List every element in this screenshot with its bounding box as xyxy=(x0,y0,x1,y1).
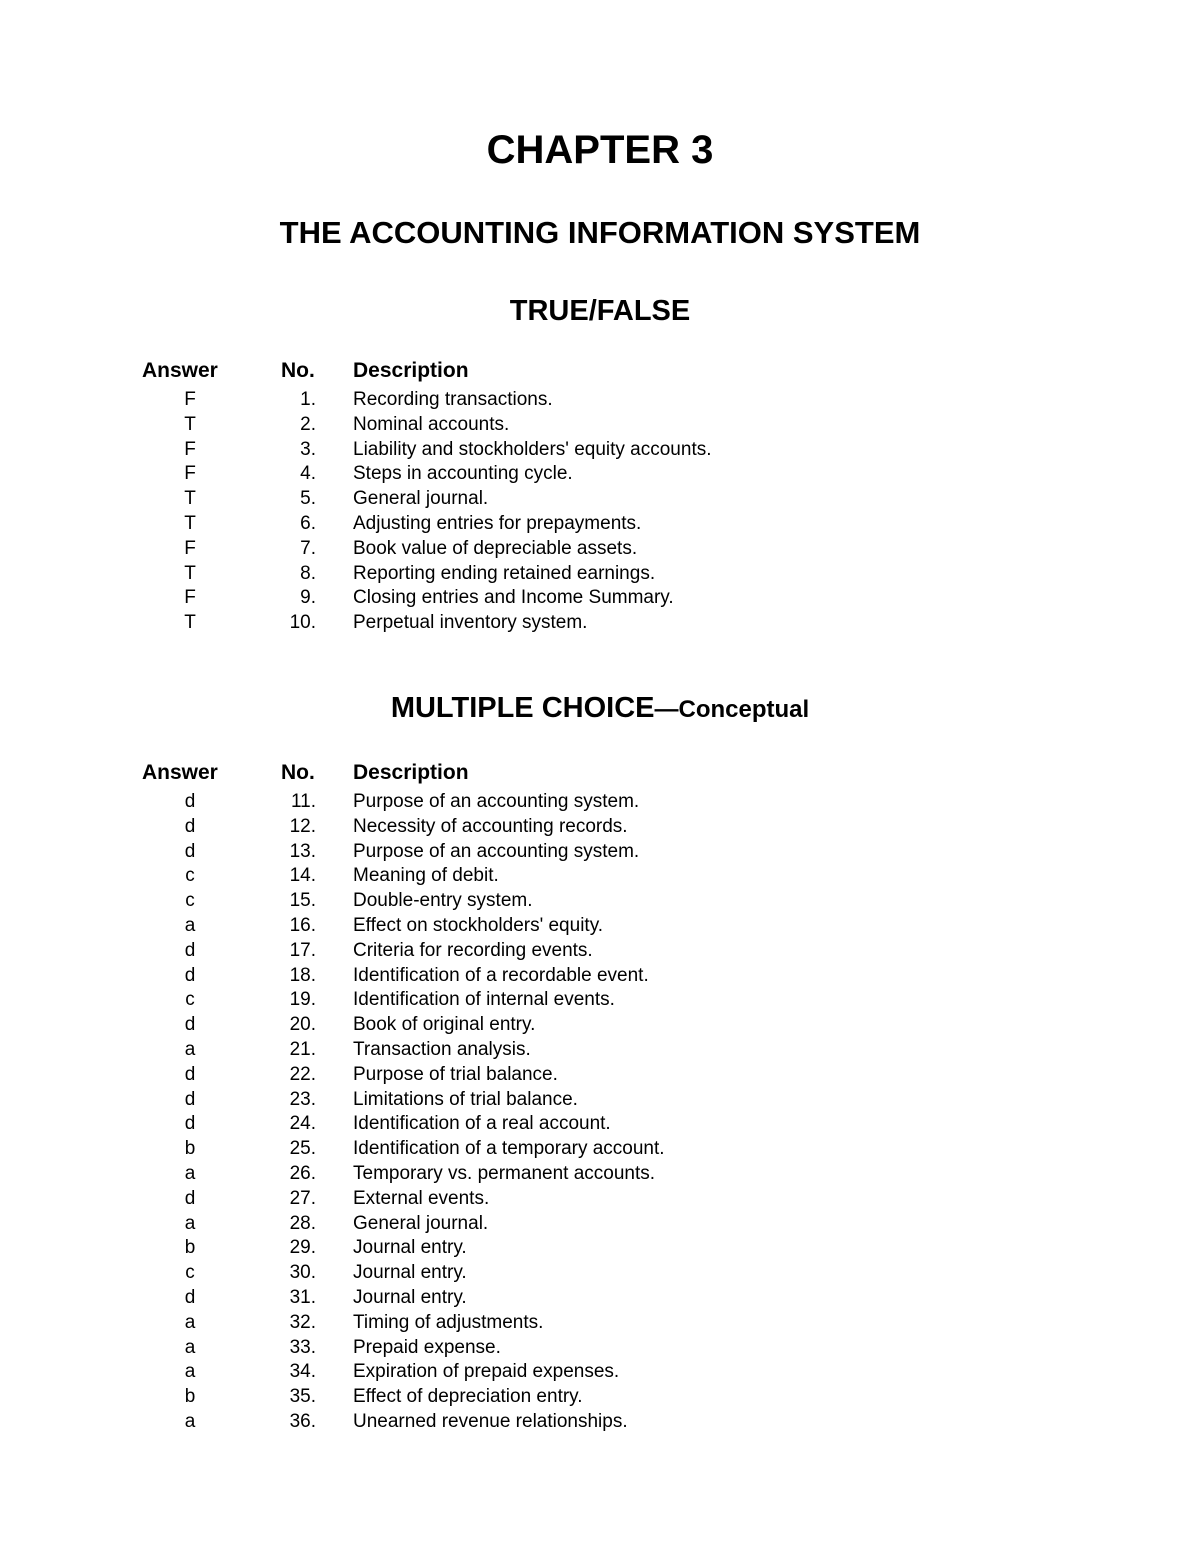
answer-cell: T xyxy=(184,562,196,584)
number-cell: 35. xyxy=(289,1386,316,1408)
document-title: THE ACCOUNTING INFORMATION SYSTEM xyxy=(279,215,921,250)
number-cell: 30. xyxy=(289,1262,316,1284)
number-cell: 20. xyxy=(289,1014,316,1036)
number-cell: 8. xyxy=(300,562,316,584)
table-row xyxy=(0,815,1200,840)
number-cell: 31. xyxy=(289,1286,316,1308)
description-cell: Meaning of debit. xyxy=(353,865,499,887)
number-cell: 11. xyxy=(290,791,316,812)
number-cell: 1. xyxy=(300,389,316,410)
number-cell: 15. xyxy=(289,890,316,912)
answer-cell: F xyxy=(184,389,196,410)
description-cell: External events. xyxy=(353,1187,490,1209)
answer-cell: b xyxy=(184,1138,196,1160)
multiple-choice-rows xyxy=(0,790,1200,1435)
answer-cell: a xyxy=(184,1336,196,1358)
number-cell: 21. xyxy=(289,1038,316,1060)
number-cell: 26. xyxy=(289,1162,316,1184)
description-cell: Book of original entry. xyxy=(353,1014,536,1036)
true-false-section-title: TRUE/FALSE xyxy=(509,295,691,327)
description-cell: Journal entry. xyxy=(353,1286,467,1308)
answer-cell: d xyxy=(184,964,196,986)
description-cell: Journal entry. xyxy=(353,1237,467,1259)
answer-cell: d xyxy=(184,1063,196,1085)
number-cell: 6. xyxy=(300,512,316,534)
answer-cell: F xyxy=(184,537,196,559)
table-row xyxy=(0,1212,1200,1237)
number-column-header: No. xyxy=(281,359,315,382)
answer-cell: d xyxy=(184,840,196,862)
number-cell: 19. xyxy=(289,989,316,1011)
description-cell: Unearned revenue relationships. xyxy=(353,1410,628,1432)
answer-cell: a xyxy=(184,914,196,936)
table-row xyxy=(0,1336,1200,1361)
table-row xyxy=(0,1311,1200,1336)
description-cell: Criteria for recording events. xyxy=(353,939,593,961)
table-row xyxy=(0,462,1200,487)
answer-cell: d xyxy=(184,939,196,961)
description-cell: Closing entries and Income Summary. xyxy=(353,587,674,609)
answer-cell: c xyxy=(185,865,195,887)
number-cell: 23. xyxy=(289,1088,316,1110)
description-cell: General journal. xyxy=(353,488,489,510)
table-row xyxy=(0,1137,1200,1162)
description-cell: Expiration of prepaid expenses. xyxy=(353,1361,620,1383)
answer-column-header: Answer xyxy=(142,761,218,784)
table-row xyxy=(0,512,1200,537)
description-cell: Transaction analysis. xyxy=(353,1038,531,1060)
table-row xyxy=(0,1162,1200,1187)
table-row xyxy=(0,611,1200,636)
number-cell: 5. xyxy=(300,488,316,510)
description-cell: Necessity of accounting records. xyxy=(353,815,628,837)
table-row xyxy=(0,413,1200,438)
table-row xyxy=(0,1360,1200,1385)
number-cell: 25. xyxy=(289,1138,316,1160)
number-cell: 14. xyxy=(289,865,316,887)
table-row xyxy=(0,964,1200,989)
description-cell: Liability and stockholders' equity accounts. xyxy=(353,438,712,460)
description-cell: Identification of a recordable event. xyxy=(353,964,649,986)
table-row xyxy=(0,790,1200,815)
multiple-choice-table xyxy=(0,759,1200,1435)
table-row xyxy=(0,1187,1200,1212)
number-cell: 18. xyxy=(289,964,316,986)
description-cell: Nominal accounts. xyxy=(353,413,510,435)
number-cell: 13. xyxy=(289,840,316,862)
number-column-header: No. xyxy=(281,761,315,784)
answer-cell: c xyxy=(185,989,195,1011)
description-cell: Limitations of trial balance. xyxy=(353,1088,578,1110)
answer-cell: d xyxy=(184,1014,196,1036)
answer-cell: b xyxy=(184,1237,196,1259)
number-cell: 28. xyxy=(289,1212,316,1234)
answer-cell: F xyxy=(184,463,196,485)
answer-column-header: Answer xyxy=(142,359,218,382)
number-cell: 3. xyxy=(300,438,316,460)
table-row xyxy=(0,438,1200,463)
number-cell: 34. xyxy=(289,1361,316,1383)
table-row xyxy=(0,487,1200,512)
number-cell: 17. xyxy=(289,939,316,961)
description-cell: Prepaid expense. xyxy=(353,1336,501,1358)
answer-cell: d xyxy=(184,1187,196,1209)
number-cell: 32. xyxy=(289,1311,316,1333)
answer-cell: c xyxy=(185,890,195,912)
answer-cell: a xyxy=(184,1410,196,1432)
description-cell: Identification of internal events. xyxy=(353,989,615,1011)
description-cell: Purpose of an accounting system. xyxy=(353,791,640,812)
true-false-table xyxy=(0,357,1200,636)
table-row xyxy=(0,1261,1200,1286)
answer-cell: T xyxy=(184,488,196,510)
number-cell: 10. xyxy=(289,612,316,634)
answer-cell: d xyxy=(184,815,196,837)
description-cell: Effect of depreciation entry. xyxy=(353,1386,583,1408)
table-row xyxy=(0,586,1200,611)
answer-cell: F xyxy=(184,587,196,609)
chapter-title: CHAPTER 3 xyxy=(486,128,714,172)
description-column-header: Description xyxy=(353,359,469,382)
table-header-row xyxy=(0,357,1200,388)
answer-cell: d xyxy=(184,791,196,812)
table-row xyxy=(0,1410,1200,1435)
answer-cell: b xyxy=(184,1386,196,1408)
description-cell: Purpose of an accounting system. xyxy=(353,840,640,862)
table-row xyxy=(0,840,1200,865)
description-cell: Journal entry. xyxy=(353,1262,467,1284)
multiple-choice-subtitle: —Conceptual xyxy=(654,696,810,723)
table-row xyxy=(0,1013,1200,1038)
table-row xyxy=(0,1063,1200,1088)
description-cell: Identification of a real account. xyxy=(353,1113,611,1135)
number-cell: 9. xyxy=(300,587,316,609)
table-row xyxy=(0,988,1200,1013)
description-cell: Perpetual inventory system. xyxy=(353,612,588,634)
number-cell: 24. xyxy=(289,1113,316,1135)
table-row xyxy=(0,939,1200,964)
description-cell: Purpose of trial balance. xyxy=(353,1063,558,1085)
table-row xyxy=(0,1385,1200,1410)
table-row xyxy=(0,1286,1200,1311)
answer-cell: a xyxy=(184,1311,196,1333)
description-cell: Timing of adjustments. xyxy=(353,1311,544,1333)
description-cell: Effect on stockholders' equity. xyxy=(353,914,604,936)
answer-cell: a xyxy=(184,1212,196,1234)
number-cell: 22. xyxy=(289,1063,316,1085)
table-row xyxy=(0,1088,1200,1113)
number-cell: 7. xyxy=(300,537,316,559)
description-cell: General journal. xyxy=(353,1212,489,1234)
answer-cell: T xyxy=(184,512,196,534)
table-row xyxy=(0,562,1200,587)
answer-cell: F xyxy=(184,438,196,460)
table-row xyxy=(0,1112,1200,1137)
answer-cell: T xyxy=(184,413,196,435)
description-cell: Adjusting entries for prepayments. xyxy=(353,512,642,534)
answer-cell: T xyxy=(184,612,196,634)
table-row xyxy=(0,1236,1200,1261)
description-cell: Identification of a temporary account. xyxy=(353,1138,665,1160)
number-cell: 4. xyxy=(300,463,316,485)
answer-cell: a xyxy=(184,1038,196,1060)
description-column-header: Description xyxy=(353,761,469,784)
number-cell: 12. xyxy=(289,815,316,837)
answer-cell: d xyxy=(184,1088,196,1110)
description-cell: Book value of depreciable assets. xyxy=(353,537,638,559)
number-cell: 29. xyxy=(289,1237,316,1259)
answer-cell: a xyxy=(184,1162,196,1184)
table-row xyxy=(0,914,1200,939)
number-cell: 33. xyxy=(289,1336,316,1358)
number-cell: 36. xyxy=(289,1410,316,1432)
number-cell: 2. xyxy=(300,413,316,435)
answer-cell: d xyxy=(184,1286,196,1308)
table-row xyxy=(0,1038,1200,1063)
answer-cell: c xyxy=(185,1262,195,1284)
table-row xyxy=(0,537,1200,562)
multiple-choice-section-title xyxy=(0,692,1200,725)
number-cell: 27. xyxy=(289,1187,316,1209)
table-header-row xyxy=(0,759,1200,790)
number-cell: 16. xyxy=(289,914,316,936)
answer-cell: a xyxy=(184,1361,196,1383)
table-row xyxy=(0,388,1200,413)
description-cell: Steps in accounting cycle. xyxy=(353,463,573,485)
table-row xyxy=(0,864,1200,889)
description-cell: Reporting ending retained earnings. xyxy=(353,562,656,584)
table-row xyxy=(0,889,1200,914)
description-cell: Recording transactions. xyxy=(353,389,553,410)
description-cell: Temporary vs. permanent accounts. xyxy=(353,1162,656,1184)
true-false-rows xyxy=(0,388,1200,636)
answer-cell: d xyxy=(184,1113,196,1135)
description-cell: Double-entry system. xyxy=(353,890,533,912)
multiple-choice-title-text: MULTIPLE CHOICE xyxy=(390,692,655,724)
